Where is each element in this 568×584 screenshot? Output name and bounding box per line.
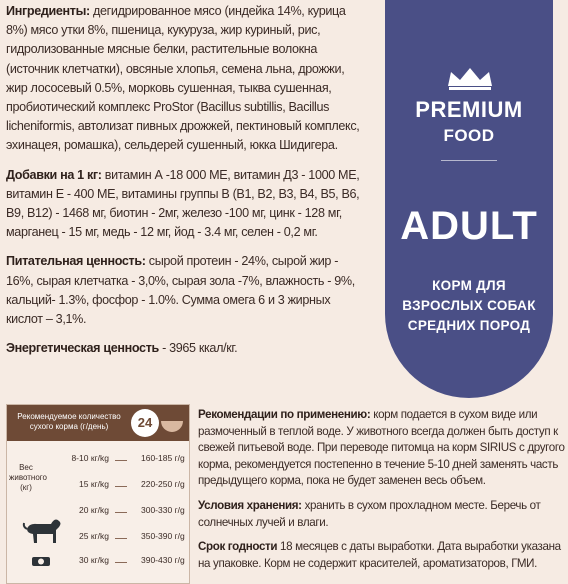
- energy-label: Энергетическая ценность: [6, 341, 159, 356]
- usage-instructions: [198, 407, 566, 580]
- crown-icon: [445, 66, 495, 90]
- feeding-table-title: Рекомендуемое количество сухого корма (г/день): [17, 412, 121, 431]
- row-weight: 30 кг/kg: [79, 555, 109, 565]
- additives-paragraph: [6, 166, 368, 243]
- feeding-table: [6, 404, 190, 584]
- feeding-table-header: [7, 405, 189, 441]
- arrow-icon: [115, 538, 127, 539]
- brand-banner: [385, 0, 553, 398]
- shelf-life-label: Срок годности: [198, 540, 278, 554]
- bowl-icon: [161, 421, 183, 432]
- nutrition-paragraph: [6, 252, 368, 329]
- ingredients-label: Ингредиенты:: [6, 4, 90, 18]
- banner-divider: [441, 160, 497, 161]
- ingredients-text: дегидрированное мясо (индейка 14%, курица 8%) мясо утки 8%, пшеница, кукуруза, жир куриный, рис, гидролизованные мясные белки, растительные волокна (источник клетчатки), овсяные хлопья, семена льна, дрожжи, жир лососевый 0.5%, морковь сушенная, тыква сушенная, пробиотический комплекс ProStor (Bacillus subtillis, Bacillus licheniformis, автолизат пивных дрожжей, пектиновый комплекс, эхинацея, ромашка), сельдерей сушенный, юкка Шидигера.: [6, 4, 360, 153]
- scale-icon: [31, 555, 51, 567]
- weight-column-label: Вес животного (кг): [9, 463, 47, 492]
- usage-label: Рекомендации по применению:: [198, 408, 371, 421]
- clock-icon: 24: [131, 409, 159, 437]
- dog-icon: [21, 509, 63, 555]
- energy-text: - 3965 ккал/кг.: [158, 341, 238, 356]
- shelf-life-paragraph: [198, 539, 566, 572]
- description-line-2: ВЗРОСЛЫХ СОБАК: [402, 298, 536, 313]
- storage-label: Условия хранения:: [198, 498, 302, 512]
- composition-text: [6, 2, 368, 368]
- arrow-icon: [115, 512, 127, 513]
- nutrition-label: Питательная ценность:: [6, 254, 146, 269]
- additives-text: витамин А -18 000 МЕ, витамин Д3 - 1000 МЕ, витамин Е - 400 МЕ, витамины группы В (В1, В2, В3, В4, В5, В6, В9, В12) - 1468 мг, биотин - 2мг, железо -100 мг, цинк - 128 мг, марганец - 15 мг, медь - 12 мг, йод - 3.4 мг, селен - 0,2 мг.: [6, 167, 360, 240]
- storage-text: хранить в сухом прохладном месте. Беречь от солнечных лучей и влаги.: [198, 498, 541, 529]
- arrow-icon: [115, 562, 127, 563]
- usage-paragraph: [198, 407, 566, 490]
- row-weight: 20 кг/kg: [79, 505, 109, 515]
- shelf-life-text: 18 месяцев с даты выработки. Дата выработки указана на упаковке. Корм не содержит красителей, ароматизаторов, ГМИ.: [198, 540, 561, 570]
- description-line-1: КОРМ ДЛЯ: [432, 278, 506, 293]
- row-weight: 8-10 кг/kg: [71, 453, 109, 463]
- additives-label: Добавки на 1 кг:: [6, 167, 102, 182]
- table-row: [57, 479, 187, 493]
- row-weight: 15 кг/kg: [79, 479, 109, 489]
- description-line-3: СРЕДНИХ ПОРОД: [407, 318, 531, 333]
- product-age-title: ADULT: [400, 204, 538, 248]
- product-description: [395, 276, 543, 336]
- table-row: [57, 453, 187, 467]
- table-row: [57, 505, 187, 519]
- storage-paragraph: [198, 498, 566, 531]
- arrow-icon: [115, 486, 127, 487]
- usage-text: корм подается в сухом виде или размоченный в теплой воде. У животного всегда должен быть доступ к свежей питьевой воде. При переводе питомца на корм SIRIUS с другого корма, рекомендуется постепенно в течение 5-10 дней заменять часть предыдущего корма, пока не будет заменен весь объем.: [198, 408, 565, 488]
- brand-line-2: FOOD: [443, 126, 495, 145]
- energy-paragraph: [6, 339, 368, 358]
- row-amount: 350-390 г/g: [141, 531, 185, 541]
- row-amount: 390-430 г/g: [141, 555, 185, 565]
- table-row: [57, 555, 187, 569]
- brand-line-1: PREMIUM: [415, 97, 523, 122]
- row-amount: 220-250 г/g: [141, 479, 185, 489]
- arrow-icon: [115, 460, 127, 461]
- table-row: [57, 531, 187, 545]
- row-weight: 25 кг/kg: [79, 531, 109, 541]
- nutrition-text: сырой протеин - 24%, сырой жир - 16%, сырая клетчатка - 3,0%, сырая зола -7%, влажность - 9%, кальций- 1.3%, фосфор - 1.0%. Сумма омега 6 и 3 жирных кислот – 3,1%.: [6, 254, 355, 327]
- row-amount: 300-330 г/g: [141, 505, 185, 515]
- ingredients-paragraph: [6, 2, 368, 156]
- row-amount: 160-185 г/g: [141, 453, 185, 463]
